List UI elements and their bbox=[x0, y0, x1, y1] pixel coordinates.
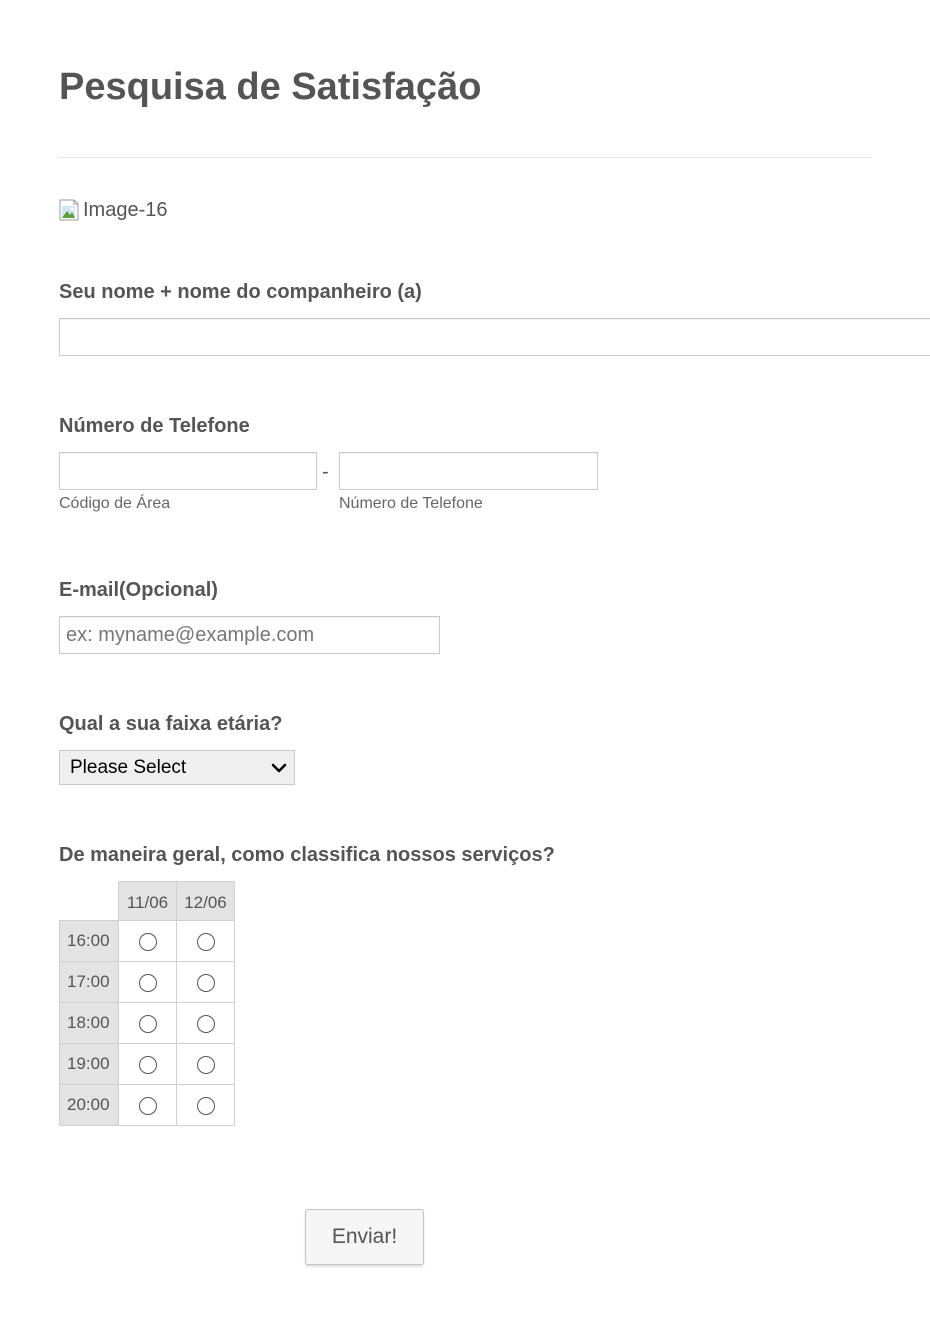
radio-button[interactable] bbox=[139, 974, 157, 992]
radio-button[interactable] bbox=[197, 933, 215, 951]
matrix-row bbox=[60, 1044, 235, 1085]
matrix-cell bbox=[177, 1044, 235, 1085]
matrix-column-header: 11/06 bbox=[119, 882, 177, 921]
matrix-row-header: 20:00 bbox=[60, 1085, 119, 1126]
phone-number-sublabel: Número de Telefone bbox=[339, 495, 483, 512]
age-range-selected-value: Please Select bbox=[70, 756, 187, 778]
submit-button[interactable]: Enviar! bbox=[305, 1209, 424, 1265]
matrix-row bbox=[60, 962, 235, 1003]
form-title: Pesquisa de Satisfação bbox=[59, 66, 482, 108]
radio-button[interactable] bbox=[139, 1015, 157, 1033]
area-code-input[interactable] bbox=[59, 452, 317, 490]
radio-button[interactable] bbox=[139, 933, 157, 951]
chevron-down-icon bbox=[270, 759, 288, 777]
rating-matrix bbox=[59, 881, 235, 1126]
radio-button[interactable] bbox=[139, 1097, 157, 1115]
age-range-select[interactable] bbox=[59, 750, 295, 785]
matrix-cell bbox=[119, 921, 177, 962]
name-input[interactable] bbox=[59, 318, 930, 356]
phone-separator: - bbox=[322, 461, 329, 483]
email-label: E-mail(Opcional) bbox=[59, 579, 218, 601]
radio-button[interactable] bbox=[197, 974, 215, 992]
matrix-cell bbox=[177, 962, 235, 1003]
matrix-cell bbox=[177, 1003, 235, 1044]
area-code-sublabel: Código de Área bbox=[59, 495, 171, 512]
matrix-row-header: 18:00 bbox=[60, 1003, 119, 1044]
matrix-cell bbox=[177, 921, 235, 962]
matrix-row-header: 17:00 bbox=[60, 962, 119, 1003]
matrix-row-header: 19:00 bbox=[60, 1044, 119, 1085]
matrix-cell bbox=[177, 1085, 235, 1126]
image-alt-text: Image-16 bbox=[83, 198, 168, 221]
matrix-column-header: 12/06 bbox=[177, 882, 235, 921]
radio-button[interactable] bbox=[139, 1056, 157, 1074]
matrix-corner bbox=[60, 882, 119, 921]
rating-label: De maneira geral, como classifica nossos serviços? bbox=[59, 844, 555, 866]
matrix-row bbox=[60, 1003, 235, 1044]
phone-label: Número de Telefone bbox=[59, 415, 250, 437]
matrix-row bbox=[60, 921, 235, 962]
email-input[interactable] bbox=[59, 616, 440, 654]
radio-button[interactable] bbox=[197, 1056, 215, 1074]
phone-number-input[interactable] bbox=[339, 452, 598, 490]
age-range-label: Qual a sua faixa etária? bbox=[59, 713, 283, 735]
matrix-cell bbox=[119, 1044, 177, 1085]
matrix-header-row bbox=[60, 882, 235, 921]
matrix-cell bbox=[119, 1085, 177, 1126]
matrix-row bbox=[60, 1085, 235, 1126]
form-image bbox=[59, 197, 168, 223]
radio-button[interactable] bbox=[197, 1015, 215, 1033]
title-divider bbox=[59, 157, 872, 158]
name-label: Seu nome + nome do companheiro (a) bbox=[59, 281, 422, 303]
radio-button[interactable] bbox=[197, 1097, 215, 1115]
matrix-cell bbox=[119, 962, 177, 1003]
broken-image-icon bbox=[59, 199, 83, 221]
matrix-row-header: 16:00 bbox=[60, 921, 119, 962]
matrix-cell bbox=[119, 1003, 177, 1044]
